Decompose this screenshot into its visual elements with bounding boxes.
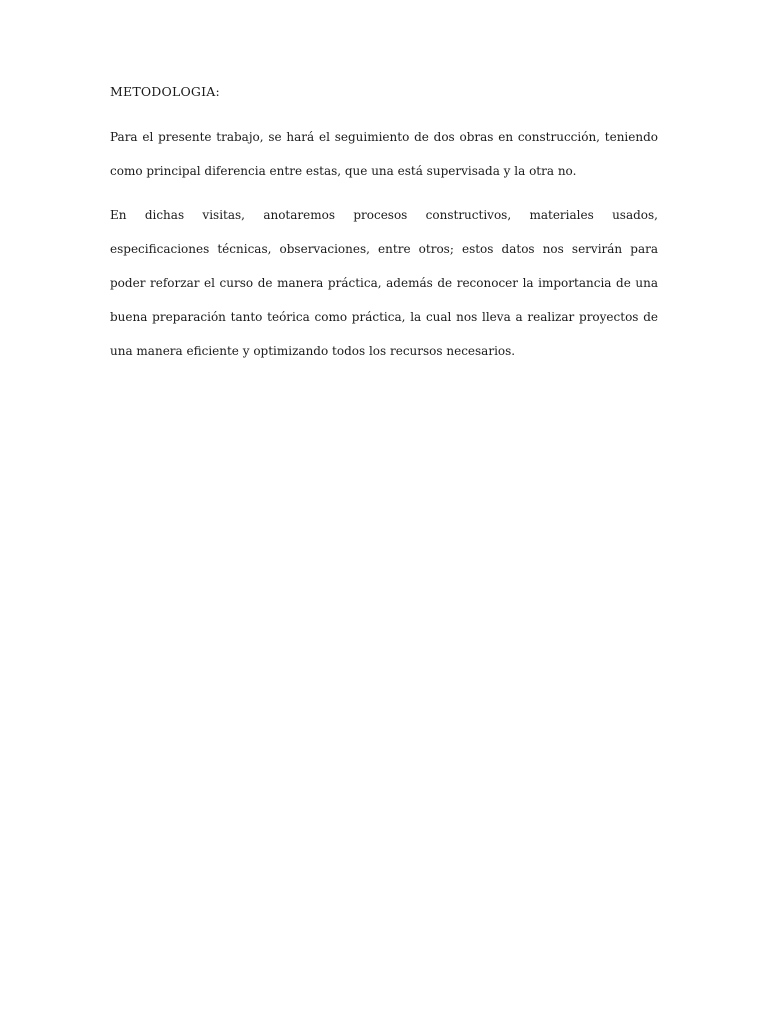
paragraph-2: En dichas visitas, anotaremos procesos constructivos, materiales usados, especificaciones técnicas, observaciones, entre otros; estos datos nos servirán para poder reforzar el curso de manera práctica, además de reconocer la importancia de una buena preparación tanto teórica como práctica, la cual nos lleva a realizar proyectos de una manera eficiente y optimizando todos los recursos necesarios. xyxy=(110,208,658,358)
section-heading: METODOLOGIA: xyxy=(110,84,220,99)
paragraph-1: Para el presente trabajo, se hará el seguimiento de dos obras en construcción, teniendo como principal diferencia entre estas, que una está supervisada y la otra no. xyxy=(110,130,658,178)
